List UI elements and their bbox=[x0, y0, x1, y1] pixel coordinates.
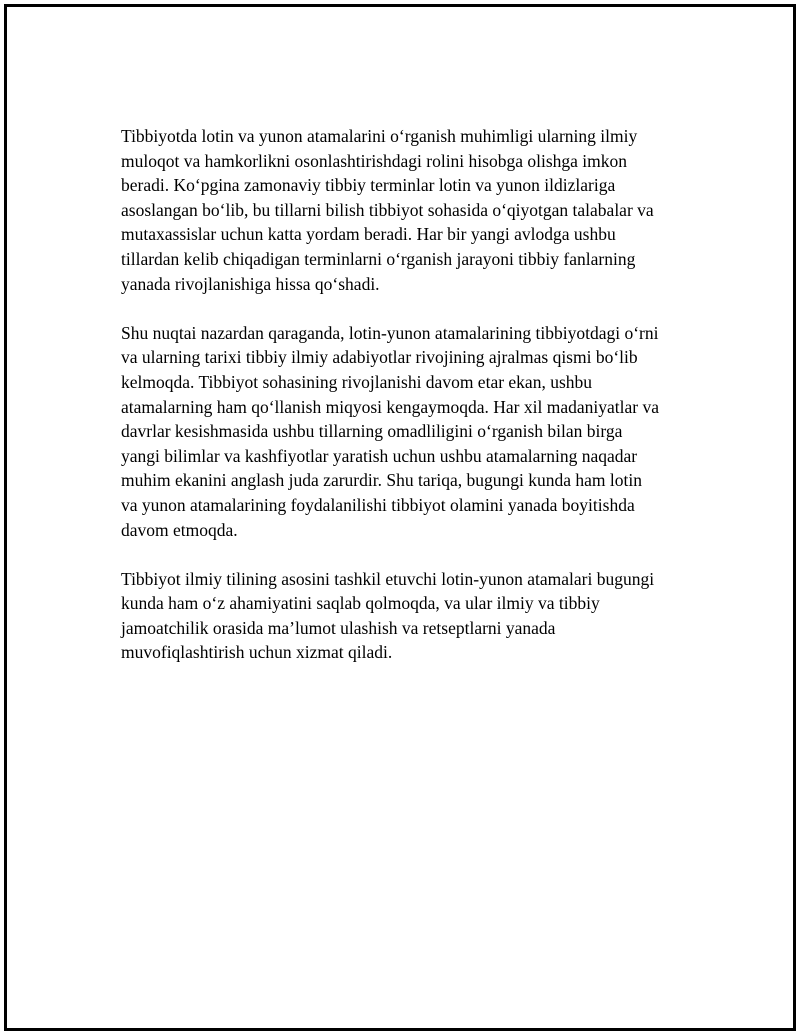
text-line: asoslangan bo‘lib, bu tillarni bilish tibbiyot sohasida o‘qiyotgan talabalar va bbox=[121, 199, 654, 220]
text-line: muvofiqlashtirish uchun xizmat qiladi. bbox=[121, 642, 393, 663]
text-line: yangi bilimlar va kashfiyotlar yaratish uchun ushbu atamalarning naqadar bbox=[121, 445, 638, 466]
text-line: yanada rivojlanishiga hissa qo‘shadi. bbox=[121, 273, 380, 294]
text-line: va yunon atamalarining foydalanilishi tibbiyot olamini yanada boyitishda bbox=[121, 494, 635, 515]
text-line: beradi. Ko‘pgina zamonaviy tibbiy terminlar lotin va yunon ildizlariga bbox=[121, 175, 616, 196]
text-line: muloqot va hamkorlikni osonlashtirishdagi rolini hisobga olishga imkon bbox=[121, 150, 628, 171]
text-line: Tibbiyot ilmiy tilining asosini tashkil etuvchi lotin-yunon atamalari bugungi bbox=[121, 568, 655, 589]
page-frame bbox=[4, 4, 796, 1031]
document-body bbox=[121, 124, 706, 690]
text-line: jamoatchilik orasida ma’lumot ulashish va retseptlarni yanada bbox=[121, 617, 556, 638]
paragraph-3 bbox=[121, 567, 706, 665]
text-line: va ularning tarixi tibbiy ilmiy adabiyotlar rivojining ajralmas qismi bo‘lib bbox=[121, 347, 638, 368]
text-line: Shu nuqtai nazardan qaraganda, lotin-yunon atamalarining tibbiyotdagi o‘rni bbox=[121, 322, 659, 343]
text-line: kelmoqda. Tibbiyot sohasining rivojlanishi davom etar ekan, ushbu bbox=[121, 371, 593, 392]
text-line: davom etmoqda. bbox=[121, 519, 238, 540]
paragraph-1 bbox=[121, 124, 706, 296]
text-line: kunda ham o‘z ahamiyatini saqlab qolmoqda, va ular ilmiy va tibbiy bbox=[121, 593, 600, 614]
text-line: muhim ekanini anglash juda zarurdir. Shu tariqa, bugungi kunda ham lotin bbox=[121, 470, 643, 491]
text-line: tillardan kelib chiqadigan terminlarni o‘rganish jarayoni tibbiy fanlarning bbox=[121, 248, 636, 269]
text-line: Tibbiyotda lotin va yunon atamalarini o‘rganish muhimligi ularning ilmiy bbox=[121, 126, 638, 146]
text-line: davrlar kesishmasida ushbu tillarning omadliligini o‘rganish bilan birga bbox=[121, 421, 623, 442]
text-line: mutaxassislar uchun katta yordam beradi. Har bir yangi avlodga ushbu bbox=[121, 224, 616, 245]
text-line: atamalarning ham qo‘llanish miqyosi kengaymoqda. Har xil madaniyatlar va bbox=[121, 396, 659, 417]
paragraph-2 bbox=[121, 321, 706, 542]
